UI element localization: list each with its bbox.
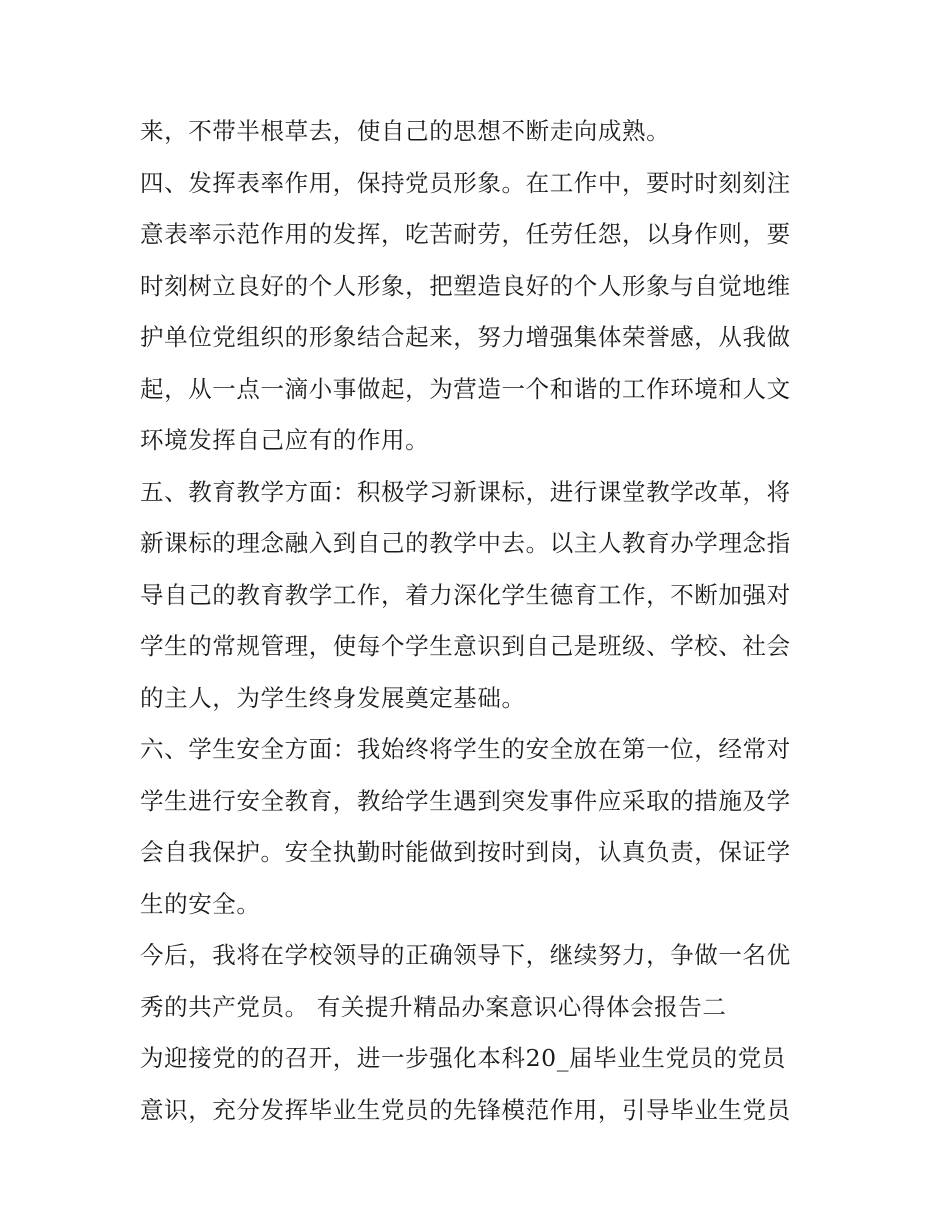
text-line: 学生的常规管理，使每个学生意识到自己是班级、学校、社会 xyxy=(140,632,791,660)
text-line: 时刻树立良好的个人形象，把塑造良好的个人形象与自觉地维 xyxy=(140,271,791,300)
text-line: 五、教育教学方面：积极学习新课标，进行课堂教学改革，将 xyxy=(140,477,791,506)
text-line: 护单位党组织的形象结合起来，努力增强集体荣誉感，从我做 xyxy=(140,323,791,351)
text-line: 六、学生安全方面：我始终将学生的安全放在第一位，经常对 xyxy=(140,735,791,763)
text-line: 意识，充分发挥毕业生党员的先锋模范作用，引导毕业生党员 xyxy=(140,1095,791,1124)
text-line: 四、发挥表率作用，保持党员形象。在工作中，要时时刻刻注 xyxy=(140,168,791,197)
text-line: 意表率示范作用的发挥，吃苦耐劳，任劳任怨，以身作则，要 xyxy=(140,220,791,248)
text-line: 导自己的教育教学工作，着力深化学生德育工作，不断加强对 xyxy=(140,580,791,609)
text-line: 今后，我将在学校领导的正确领导下，继续努力，争做一名优 xyxy=(140,941,791,969)
text-line: 新课标的理念融入到自己的教学中去。以主人教育办学理念指 xyxy=(140,529,791,557)
text-line: 起，从一点一滴小事做起，为营造一个和谐的工作环境和人文 xyxy=(140,374,791,403)
text-line: 学生进行安全教育，教给学生遇到突发事件应采取的措施及学 xyxy=(140,786,791,815)
text-line: 会自我保护。安全执勤时能做到按时到岗，认真负责，保证学 xyxy=(140,838,791,866)
text-line: 环境发挥自己应有的作用。 xyxy=(140,426,430,454)
text-line: 的主人，为学生终身发展奠定基础。 xyxy=(140,683,526,712)
text-line: 秀的共产党员。 有关提升精品办案意识心得体会报告二 xyxy=(140,992,727,1021)
text-line: 为迎接党的的召开，进一步强化本科20_届毕业生党员的党员 xyxy=(140,1044,786,1072)
text-line: 生的安全。 xyxy=(140,889,261,918)
text-line: 来，不带半根草去，使自己的思想不断走向成熟。 xyxy=(140,117,671,145)
document-body xyxy=(140,106,820,1136)
